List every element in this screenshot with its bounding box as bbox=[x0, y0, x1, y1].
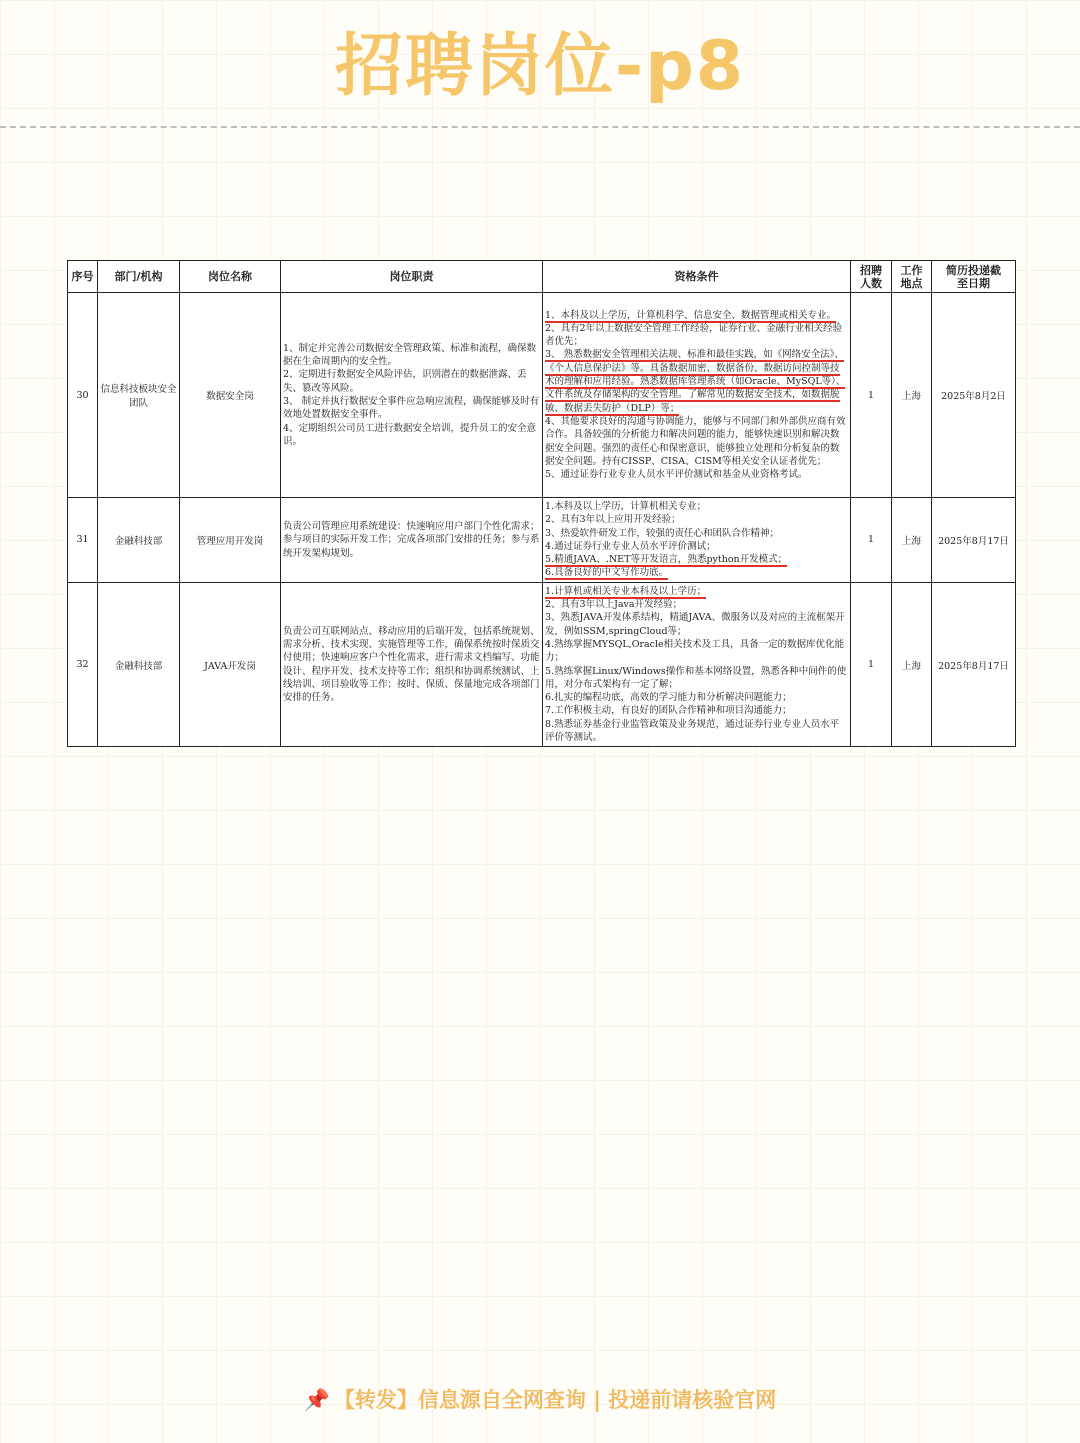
cell-requirements bbox=[543, 582, 851, 747]
duty-line: 3、 制定并执行数据安全事件应急响应流程，确保能够及时有效地处置数据安全事件。 bbox=[283, 396, 540, 421]
cell-duty bbox=[281, 293, 543, 498]
duty-line: 4、定期组织公司员工进行数据安全培训，提升员工的安全意识。 bbox=[283, 422, 537, 447]
header-location: 工作 地点 bbox=[892, 261, 932, 293]
cell-duty bbox=[281, 582, 543, 747]
duty-line: 1、制定并完善公司数据安全管理政策、标准和流程，确保数据在生命周期内的安全性。 bbox=[283, 342, 537, 368]
cell-seq: 30 bbox=[68, 293, 98, 498]
page-title: 招聘岗位-p8 bbox=[334, 27, 746, 106]
header-req: 资格条件 bbox=[543, 261, 851, 293]
requirement-line: 2、具有3年以上应用开发经验； bbox=[545, 514, 681, 526]
requirement-line: 2、具有2年以上数据安全管理工作经验，证券行业、金融行业相关经验者优先； bbox=[545, 322, 843, 348]
cell-location: 上海 bbox=[892, 293, 932, 498]
cell-count: 1 bbox=[851, 498, 892, 583]
cell-deadline: 2025年8月17日 bbox=[932, 498, 1016, 583]
table-row bbox=[68, 582, 1016, 747]
requirement-line: 3、 熟悉数据安全管理相关法规、标准和最佳实践，如《网络安全法》、《个人信息保护法》等。具备数据加密、数据备份、数据访问控制等技术的理解和应用经验。熟悉数据库管理系统（如Oracle、MySQL等）、文件系统及存储架构的安全管理。了解常见的数据安全技术，如数据脱敏、数据丢失防护（DLP）等； bbox=[545, 349, 846, 414]
duty-line: 2、定期进行数据安全风险评估，识别潜在的数据泄露、丢失、篡改等风险。 bbox=[283, 369, 527, 394]
duty-line: 负责公司管理应用系统建设：快速响应用户部门个性化需求；参与项目的实际开发工作；完成各项部门安排的任务；参与系统开发架构规划。 bbox=[283, 520, 540, 559]
header-dept: 部门/机构 bbox=[98, 261, 180, 293]
requirement-line: 5、通过证券行业专业人员水平评价测试和基金从业资格考试。 bbox=[545, 469, 808, 481]
requirement-line: 1、本科及以上学历，计算机科学、信息安全、数据管理或相关专业。 bbox=[545, 309, 837, 321]
requirement-line: 1.本科及以上学历，计算机相关专业； bbox=[545, 501, 707, 512]
header-seq: 序号 bbox=[68, 261, 98, 293]
cell-duty bbox=[281, 498, 543, 583]
requirement-line: 6.扎实的编程功底，高效的学习能力和分析解决问题能力； bbox=[545, 692, 792, 704]
cell-post: 管理应用开发岗 bbox=[180, 498, 281, 583]
cell-post: 数据安全岗 bbox=[180, 293, 281, 498]
requirement-line: 4.通过证券行业专业人员水平评价测试； bbox=[545, 540, 716, 552]
cell-dept: 金融科技部 bbox=[98, 498, 180, 583]
dashed-divider bbox=[0, 126, 1080, 128]
cell-seq: 32 bbox=[68, 582, 98, 747]
table-row bbox=[68, 293, 1016, 498]
cell-location: 上海 bbox=[892, 498, 932, 583]
job-table bbox=[67, 260, 1016, 747]
requirement-line: 7.工作积极主动，有良好的团队合作精神和项目沟通能力； bbox=[545, 705, 792, 717]
header-deadline: 简历投递截 至日期 bbox=[932, 261, 1016, 293]
cell-count: 1 bbox=[851, 582, 892, 747]
requirement-line: 3、熟悉JAVA开发体系结构，精通JAVA、微服务以及对应的主流框架开发，例如SSM,springCloud等； bbox=[545, 612, 845, 637]
requirement-line: 3、热爱软件研发工作，较强的责任心和团队合作精神； bbox=[545, 527, 780, 539]
header-post: 岗位名称 bbox=[180, 261, 281, 293]
cell-location: 上海 bbox=[892, 582, 932, 747]
cell-deadline: 2025年8月17日 bbox=[932, 582, 1016, 747]
cell-dept: 金融科技部 bbox=[98, 582, 180, 747]
cell-dept: 信息科技板块安全团队 bbox=[98, 293, 180, 498]
cell-seq: 31 bbox=[68, 498, 98, 583]
cell-post: JAVA开发岗 bbox=[180, 582, 281, 747]
requirement-line: 4、其他要求良好的沟通与协调能力，能够与不同部门和外部供应商有效合作。具备较强的分析能力和解决问题的能力，能够快速识别和解决数据安全问题。强烈的责任心和保密意识，能够独立处理和分析复杂的数据安全问题。持有CISSP、CISA、CISM等相关安全认证者优先； bbox=[545, 415, 846, 467]
requirement-line: 5.熟练掌握Linux/Windows操作和基本网络设置，熟悉各种中间件的使用，对分布式架构有一定了解； bbox=[545, 665, 847, 690]
requirement-line: 6.具备良好的中文写作功底。 bbox=[545, 567, 669, 579]
pushpin-icon: 📌 bbox=[303, 1388, 330, 1412]
cell-count: 1 bbox=[851, 293, 892, 498]
cell-deadline: 2025年8月2日 bbox=[932, 293, 1016, 498]
header-count: 招聘 人数 bbox=[851, 261, 892, 293]
requirement-line: 4.熟练掌握MYSQL,Oracle相关技术及工具，具备一定的数据库优化能力； bbox=[545, 638, 845, 664]
footer-note bbox=[0, 1383, 1080, 1417]
table-row bbox=[68, 498, 1016, 583]
duty-line: 负责公司互联网站点、移动应用的后端开发，包括系统规划、需求分析、技术实现、实施管理等工作，确保系统按时保质交付使用；快速响应客户个性化需求，进行需求文档编写、功能设计、程序开发、技术支持等工作；组织和协调系统测试、上线培训、项目验收等工作；按时、保质、保量地完成各项部门安排的任务。 bbox=[283, 625, 540, 704]
requirement-line: 1.计算机或相关专业本科及以上学历； bbox=[545, 585, 707, 597]
table-header-row bbox=[68, 261, 1016, 293]
cell-requirements bbox=[543, 293, 851, 498]
cell-requirements bbox=[543, 498, 851, 583]
footer-text: 【转发】信息源自全网查询 | 投递前请核验官网 bbox=[333, 1388, 777, 1412]
requirement-line: 2、具有3年以上Java开发经验； bbox=[545, 599, 683, 611]
requirement-line: 5.精通JAVA、.NET等开发语言，熟悉python开发模式； bbox=[545, 554, 788, 566]
header-duty: 岗位职责 bbox=[281, 261, 543, 293]
requirement-line: 8.熟悉证券基金行业监管政策及业务规范，通过证券行业专业人员水平评价等测试。 bbox=[545, 718, 840, 744]
